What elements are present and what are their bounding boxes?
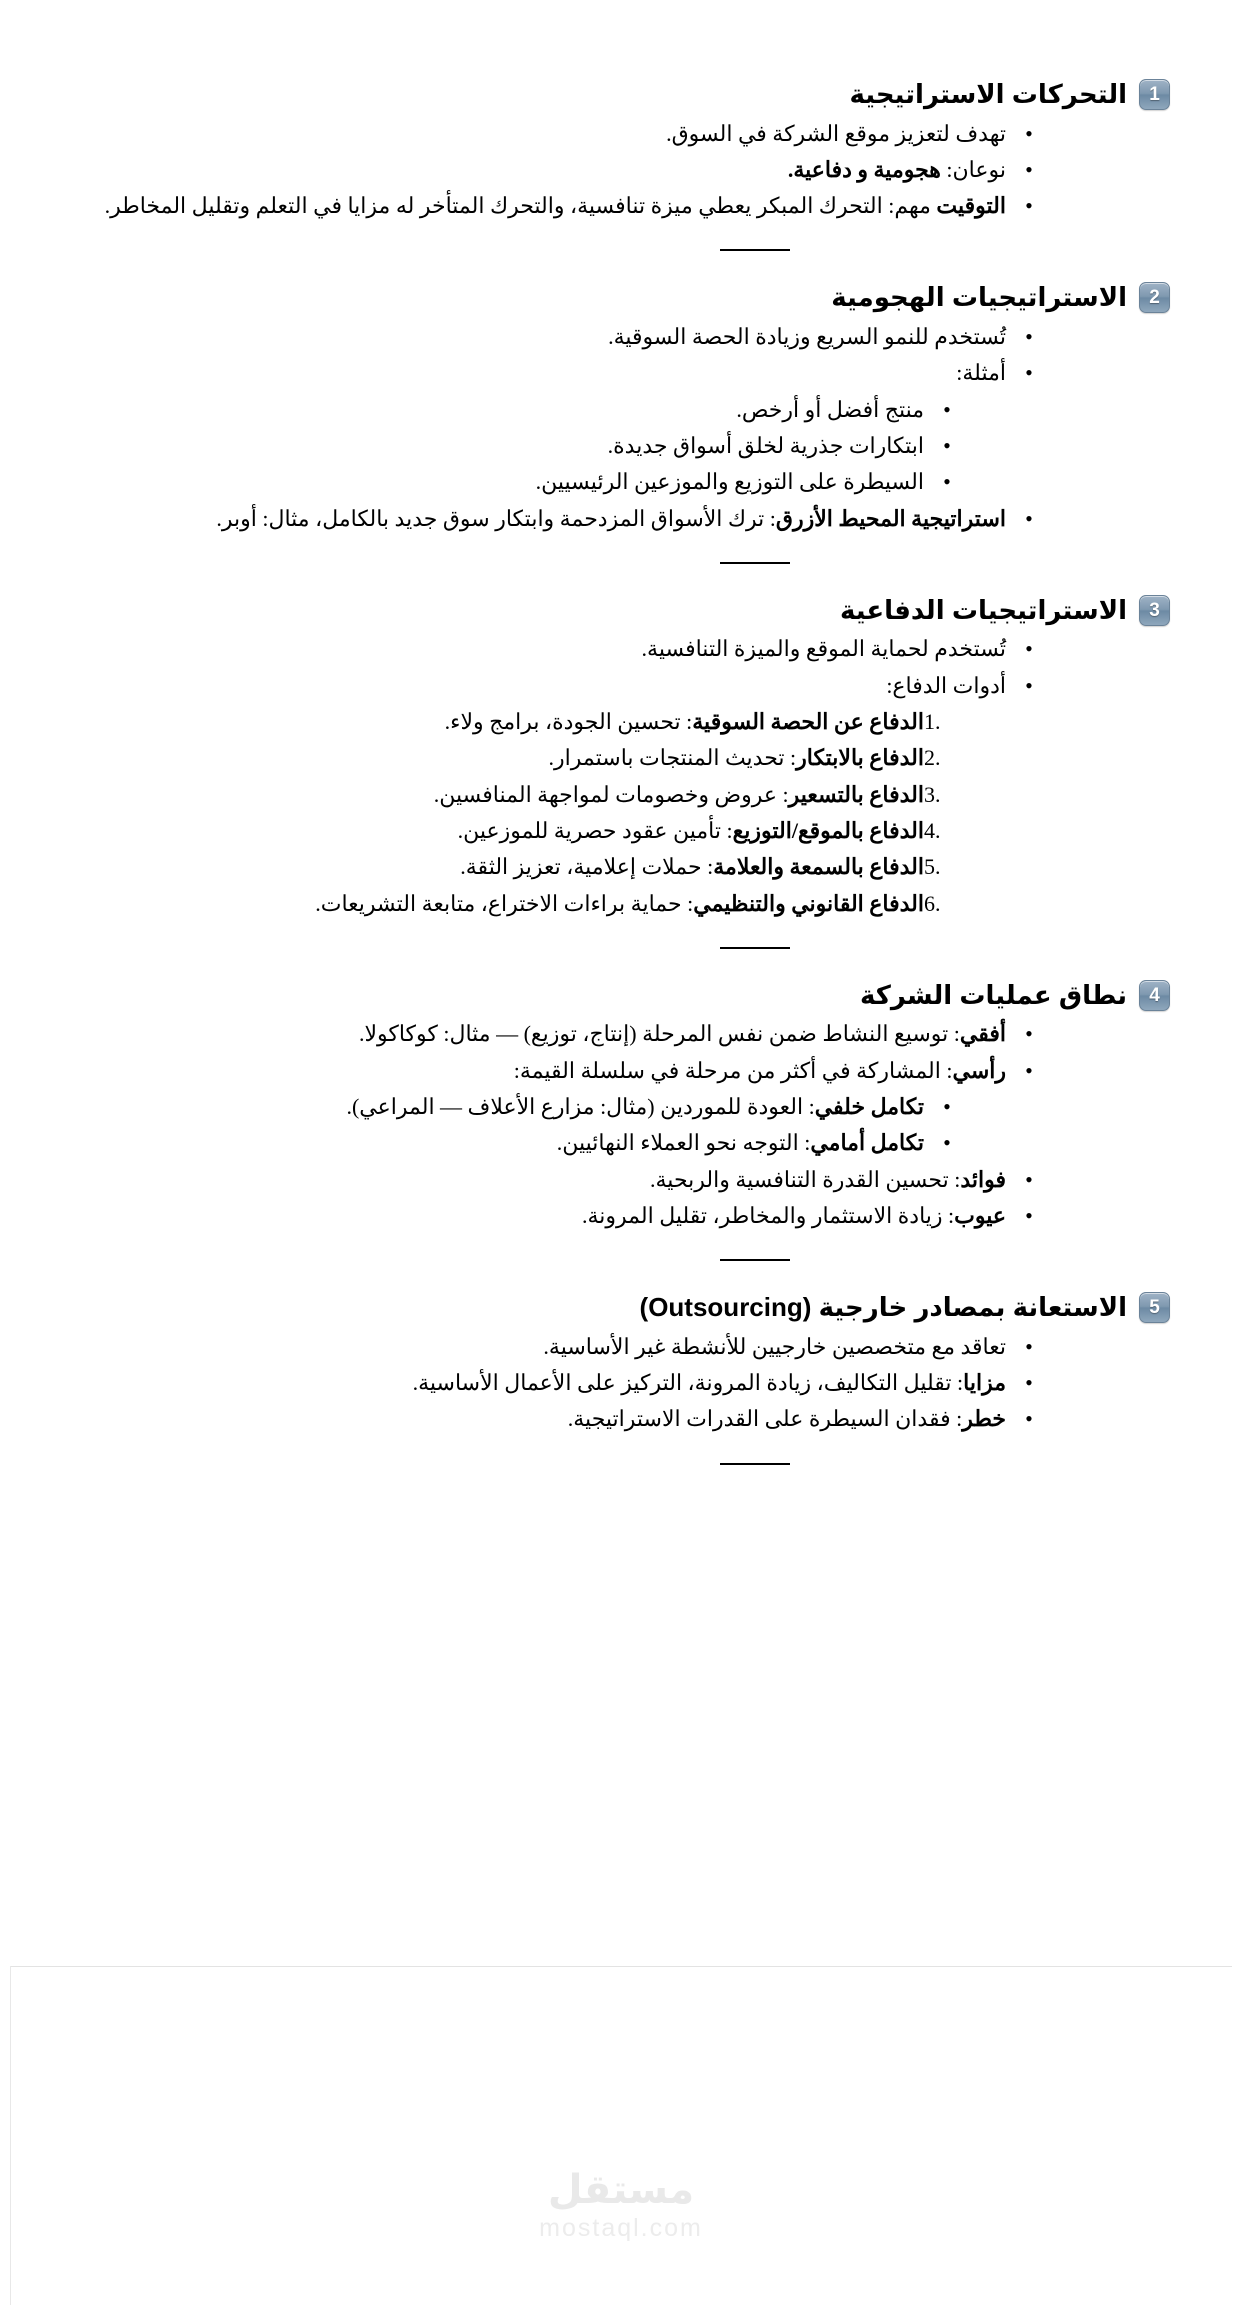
bullet-list-item bbox=[40, 429, 1170, 463]
list-item-text: تُستخدم لحماية الموقع والميزة التنافسية. bbox=[641, 636, 1006, 662]
list-bullet-marker: • bbox=[1025, 120, 1033, 146]
list-item-bold-term: الدفاع بالابتكار bbox=[796, 745, 924, 771]
list-item-text bbox=[40, 153, 1006, 187]
section-number-badge-icon: 3 bbox=[1139, 595, 1170, 626]
list-item-bold-term: تكامل أمامي bbox=[810, 1130, 924, 1156]
list-item-body-text: : توسيع النشاط ضمن نفس المرحلة (إنتاج، توزيع) — مثال: كوكاكولا. bbox=[358, 1021, 960, 1047]
list-item-text bbox=[40, 887, 924, 921]
section-title: الاستراتيجيات الدفاعية bbox=[839, 594, 1127, 625]
list-bullet-marker: • bbox=[1025, 1406, 1033, 1432]
section-separator bbox=[40, 1463, 1170, 1465]
bullet-list-item bbox=[40, 393, 1170, 427]
section-heading bbox=[40, 78, 1170, 111]
list-item-body-text: : تقليل التكاليف، زيادة المرونة، التركيز على الأعمال الأساسية. bbox=[412, 1370, 964, 1395]
list-item-bold-term: الدفاع عن الحصة السوقية bbox=[692, 708, 924, 734]
section-separator bbox=[40, 1259, 1170, 1261]
list-bullet-marker: • bbox=[1025, 505, 1033, 531]
list-item-text bbox=[40, 1163, 1006, 1197]
horizontal-rule bbox=[720, 1259, 790, 1261]
list-item-text bbox=[40, 705, 924, 739]
list-item-text bbox=[40, 502, 1006, 536]
bullet-list-item bbox=[40, 320, 1170, 354]
bullet-list-item bbox=[40, 1163, 1170, 1197]
list-item-text: تُستخدم للنمو السريع وزيادة الحصة السوقية. bbox=[608, 323, 1006, 349]
section-2 bbox=[40, 281, 1170, 535]
section-3 bbox=[40, 594, 1170, 921]
numbered-list-item bbox=[40, 778, 1170, 812]
section-number-badge-icon: 2 bbox=[1139, 282, 1170, 313]
section-heading bbox=[40, 594, 1170, 627]
section-list bbox=[40, 320, 1170, 536]
list-item-text bbox=[40, 1017, 1006, 1051]
list-bullet-marker: • bbox=[1025, 1021, 1033, 1047]
list-bullet-marker: • bbox=[1025, 1057, 1033, 1083]
list-bullet-marker: • bbox=[943, 1093, 951, 1119]
bullet-list-item bbox=[40, 153, 1170, 187]
section-number-badge-icon: 1 bbox=[1139, 79, 1170, 110]
list-item-text bbox=[40, 189, 1006, 223]
bullet-list-item bbox=[40, 1199, 1170, 1233]
section-list bbox=[40, 1330, 1170, 1437]
list-bullet-marker: • bbox=[943, 432, 951, 458]
list-item-bold-term: الدفاع بالموقع/التوزيع bbox=[732, 817, 924, 843]
section-title: الاستراتيجيات الهجومية bbox=[831, 282, 1127, 313]
bullet-list-item bbox=[40, 1330, 1170, 1364]
section-number-badge-icon: 5 bbox=[1139, 1292, 1170, 1323]
bullet-list-item bbox=[40, 632, 1170, 666]
list-item-text bbox=[40, 1090, 924, 1124]
horizontal-rule bbox=[720, 249, 790, 251]
bullet-list-item bbox=[40, 1402, 1170, 1436]
list-item-body-text: : التوجه نحو العملاء النهائيين. bbox=[556, 1130, 811, 1156]
page-frame-left-border bbox=[10, 1966, 11, 2305]
list-item-body-text: : فقدان السيطرة على القدرات الاستراتيجية. bbox=[567, 1406, 963, 1432]
list-bullet-marker: • bbox=[1025, 193, 1033, 219]
section-5 bbox=[40, 1291, 1170, 1436]
page-frame-bottom-border bbox=[10, 1966, 1232, 1967]
list-number-marker: 2. bbox=[924, 745, 941, 771]
watermark bbox=[0, 2168, 1242, 2245]
numbered-list-item bbox=[40, 887, 1170, 921]
section-number-badge-icon: 4 bbox=[1139, 980, 1170, 1011]
list-number-marker: 3. bbox=[924, 781, 941, 807]
list-item-body-text: : تأمين عقود حصرية للموزعين. bbox=[457, 817, 733, 843]
section-list bbox=[40, 632, 1170, 921]
list-item-bold-term: الدفاع بالسمعة والعلامة bbox=[713, 854, 924, 880]
list-item-bold-term: فوائد bbox=[960, 1166, 1006, 1192]
bullet-list-item bbox=[40, 356, 1170, 390]
list-item-bold-term: خطر bbox=[962, 1406, 1006, 1432]
list-item-body-text: : عروض وخصومات لمواجهة المنافسين. bbox=[433, 781, 789, 807]
list-bullet-marker: • bbox=[1025, 1166, 1033, 1192]
numbered-list-item bbox=[40, 741, 1170, 775]
list-item-text bbox=[40, 1199, 1006, 1233]
list-item-body-text: مهم: التحرك المبكر يعطي ميزة تنافسية، والتحرك المتأخر له مزايا في التعلم وتقليل المخاطر. bbox=[104, 193, 937, 219]
list-bullet-marker: • bbox=[1025, 1202, 1033, 1228]
numbered-list-item bbox=[40, 814, 1170, 848]
watermark-latin-text: mostaql.com bbox=[539, 2214, 703, 2242]
list-bullet-marker: • bbox=[1025, 360, 1033, 386]
bullet-list-item bbox=[40, 465, 1170, 499]
list-item-bold-term: الدفاع القانوني والتنظيمي bbox=[693, 890, 924, 916]
list-item-text bbox=[40, 1366, 1006, 1400]
section-list bbox=[40, 1017, 1170, 1233]
list-item-text: أدوات الدفاع: bbox=[886, 672, 1006, 698]
list-item-body-text: : العودة للموردين (مثال: مزارع الأعلاف — المراعي). bbox=[346, 1093, 815, 1119]
list-item-text bbox=[40, 1126, 924, 1160]
numbered-list-item bbox=[40, 850, 1170, 884]
bullet-list-item bbox=[40, 669, 1170, 703]
list-item-bold-term: التوقيت bbox=[936, 193, 1006, 219]
section-heading bbox=[40, 979, 1170, 1012]
list-item-text bbox=[40, 850, 924, 884]
list-item-bold-term: مزايا bbox=[963, 1370, 1006, 1395]
list-item-text bbox=[40, 741, 924, 775]
list-bullet-marker: • bbox=[1025, 1370, 1033, 1395]
bullet-list-item bbox=[40, 189, 1170, 223]
bullet-list-item bbox=[40, 1090, 1170, 1124]
list-item-bold-term: عيوب bbox=[954, 1202, 1006, 1228]
section-1 bbox=[40, 78, 1170, 223]
list-item-bold-term: الدفاع بالتسعير bbox=[788, 781, 924, 807]
section-separator bbox=[40, 562, 1170, 564]
bullet-list-item bbox=[40, 1126, 1170, 1160]
bullet-list-item bbox=[40, 1017, 1170, 1051]
list-item-text bbox=[40, 1054, 1006, 1088]
bullet-list-item bbox=[40, 502, 1170, 536]
bullet-list-item bbox=[40, 1054, 1170, 1088]
list-bullet-marker: • bbox=[1025, 323, 1033, 349]
list-bullet-marker: • bbox=[1025, 1333, 1033, 1359]
list-item-text: السيطرة على التوزيع والموزعين الرئيسيين. bbox=[535, 469, 924, 495]
list-bullet-marker: • bbox=[943, 469, 951, 495]
list-item-text: تعاقد مع متخصصين خارجيين للأنشطة غير الأساسية. bbox=[543, 1333, 1006, 1359]
bullet-list-item bbox=[40, 1366, 1170, 1400]
section-heading bbox=[40, 281, 1170, 314]
watermark-arabic-text: مستقل bbox=[547, 2168, 695, 2212]
list-item-body-text: : المشاركة في أكثر من مرحلة في سلسلة القيمة: bbox=[513, 1057, 953, 1083]
section-title: نطاق عمليات الشركة bbox=[859, 979, 1127, 1010]
list-item-body-text: : زيادة الاستثمار والمخاطر، تقليل المرونة. bbox=[581, 1202, 955, 1228]
list-number-marker: 1. bbox=[924, 708, 941, 734]
list-bullet-marker: • bbox=[1025, 156, 1033, 182]
section-list bbox=[40, 117, 1170, 224]
horizontal-rule bbox=[720, 947, 790, 949]
list-item-body-text: : تحسين القدرة التنافسية والربحية. bbox=[650, 1166, 961, 1192]
list-bullet-marker: • bbox=[1025, 636, 1033, 662]
list-item-text: أمثلة: bbox=[956, 360, 1006, 386]
section-separator bbox=[40, 249, 1170, 251]
section-title: الاستعانة بمصادر خارجية (Outsourcing) bbox=[639, 1292, 1127, 1323]
bullet-list-item bbox=[40, 117, 1170, 151]
numbered-list-item bbox=[40, 705, 1170, 739]
list-item-text bbox=[40, 1402, 1006, 1436]
list-number-marker: 6. bbox=[924, 890, 941, 916]
document-body bbox=[0, 78, 1242, 1495]
list-item-bold-term: أفقي bbox=[959, 1021, 1006, 1047]
list-item-text bbox=[40, 814, 924, 848]
list-bullet-marker: • bbox=[1025, 672, 1033, 698]
horizontal-rule bbox=[720, 1463, 790, 1465]
list-bullet-marker: • bbox=[943, 1130, 951, 1156]
section-heading bbox=[40, 1291, 1170, 1324]
list-item-bold-term: استراتيجية المحيط الأزرق bbox=[775, 505, 1006, 531]
list-item-text: تهدف لتعزيز موقع الشركة في السوق. bbox=[666, 120, 1006, 146]
list-item-bold-term: تكامل خلفي bbox=[814, 1093, 924, 1119]
list-item-text bbox=[40, 778, 924, 812]
list-item-text: ابتكارات جذرية لخلق أسواق جديدة. bbox=[607, 432, 924, 458]
list-item-body-text: : ترك الأسواق المزدحمة وابتكار سوق جديد بالكامل، مثال: أوبر. bbox=[216, 505, 776, 531]
list-bullet-marker: • bbox=[943, 396, 951, 422]
list-item-body-text: : تحسين الجودة، برامج ولاء. bbox=[444, 708, 693, 734]
section-separator bbox=[40, 947, 1170, 949]
list-item-bold-term: رأسي bbox=[952, 1057, 1006, 1083]
section-title: التحركات الاستراتيجية bbox=[849, 79, 1127, 109]
list-item-text: منتج أفضل أو أرخص. bbox=[736, 396, 924, 422]
list-number-marker: 4. bbox=[924, 817, 941, 843]
list-item-body-text: نوعان: bbox=[940, 156, 1006, 182]
list-item-body-text: : حماية براءات الاختراع، متابعة التشريعات. bbox=[315, 890, 694, 916]
list-number-marker: 5. bbox=[924, 854, 941, 880]
section-4 bbox=[40, 979, 1170, 1233]
list-item-bold-term: هجومية و دفاعية. bbox=[787, 156, 941, 182]
list-item-body-text: : حملات إعلامية، تعزيز الثقة. bbox=[460, 854, 714, 880]
horizontal-rule bbox=[720, 562, 790, 564]
list-item-body-text: : تحديث المنتجات باستمرار. bbox=[548, 745, 797, 771]
